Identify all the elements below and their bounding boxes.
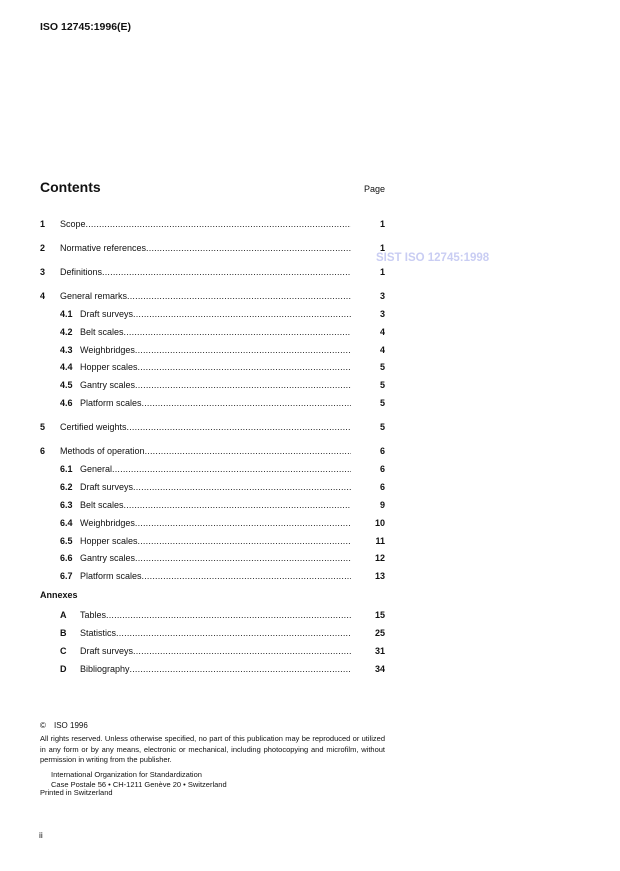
publisher-address — [51, 770, 227, 789]
toc-subentry[interactable] — [40, 396, 385, 410]
toc-subentry[interactable] — [40, 551, 385, 565]
annex-letter: D — [60, 664, 67, 674]
annex-letter: A — [60, 610, 67, 620]
toc-subentry[interactable] — [40, 325, 385, 339]
toc-entry-title: Draft surveys — [80, 309, 134, 319]
annex-entry[interactable] — [40, 608, 385, 622]
copyright-line — [40, 721, 88, 730]
annex-letter: B — [60, 628, 67, 638]
toc-entry-title: Belt scales — [80, 327, 124, 337]
toc-entry-title: Hopper scales — [80, 536, 138, 546]
toc-entry-title: Normative references — [60, 243, 147, 253]
toc-subentry[interactable] — [40, 307, 385, 321]
toc-entry-number: 2 — [40, 243, 46, 253]
toc-entry-page: 3 — [379, 309, 385, 319]
toc-entry-title: Belt scales — [80, 500, 124, 510]
toc-entry-page: 3 — [379, 291, 385, 301]
toc-entry-page: 10 — [374, 518, 385, 528]
toc-entry-title: Weighbridges — [80, 518, 135, 528]
toc-subentry[interactable] — [40, 343, 385, 357]
copyright-text: ISO 1996 — [54, 721, 88, 730]
toc-entry-title: Hopper scales — [80, 362, 138, 372]
copyright-symbol: © — [40, 721, 46, 730]
toc-entry-number: 6.2 — [60, 482, 73, 492]
toc-entry-page: 5 — [379, 380, 385, 390]
annex-letter: C — [60, 646, 67, 656]
postal-address: Case Postale 56 • CH-1211 Genève 20 • Switzerland — [51, 779, 227, 789]
toc-entry-page: 6 — [379, 482, 385, 492]
toc-entry-number: 6.1 — [60, 464, 73, 474]
annex-page: 34 — [374, 664, 385, 674]
watermark: SIST ISO 12745:1998 — [376, 252, 490, 264]
toc-entry-page: 1 — [379, 219, 385, 229]
toc-entry[interactable] — [40, 289, 385, 303]
toc-entry[interactable] — [40, 241, 385, 255]
organization-name: International Organization for Standardization — [51, 770, 202, 779]
toc-entry[interactable] — [40, 217, 385, 231]
toc-entry-number: 4.5 — [60, 380, 73, 390]
toc-entry-title: Gantry scales — [80, 380, 136, 390]
annex-title: Bibliography — [80, 664, 130, 674]
toc-entry[interactable] — [40, 444, 385, 458]
toc-entry-title: General remarks — [60, 291, 128, 301]
printed-in: Printed in Switzerland — [40, 788, 113, 797]
page-number: ii — [39, 830, 43, 840]
toc-entry-page: 1 — [379, 243, 385, 253]
toc-entry-page: 4 — [379, 327, 385, 337]
annex-entry[interactable] — [40, 662, 385, 676]
toc-entry-page: 4 — [379, 345, 385, 355]
page-column-label: Page — [364, 184, 386, 194]
toc-entry-number: 6 — [40, 446, 46, 456]
toc-entry-page: 11 — [375, 536, 385, 546]
toc-entry-title: Weighbridges — [80, 345, 135, 355]
toc-entry-number: 4.3 — [60, 345, 73, 355]
toc-entry-number: 6.7 — [60, 571, 73, 581]
toc-subentry[interactable] — [40, 360, 385, 374]
contents-title: Contents — [40, 179, 101, 195]
annex-entry[interactable] — [40, 626, 385, 640]
toc-entry-page: 5 — [379, 362, 385, 372]
toc-entry-title: Draft surveys — [80, 482, 134, 492]
toc-entry-number: 6.5 — [60, 536, 73, 546]
toc-entry-number: 4.1 — [60, 309, 73, 319]
annexes-heading: Annexes — [40, 590, 78, 600]
toc-subentry[interactable] — [40, 498, 385, 512]
annex-entry[interactable] — [40, 644, 385, 658]
toc-entry-number: 1 — [40, 219, 46, 229]
toc-entry-title: Definitions — [60, 267, 103, 277]
toc-entry-number: 3 — [40, 267, 46, 277]
rights-notice: All rights reserved. Unless otherwise specified, no part of this publication may be reproduced or utilized in any form or by any means, electronic or mechanical, including photocopying and microfilm, without permission in writing from the publisher. — [40, 734, 385, 764]
annex-page: 31 — [374, 646, 385, 656]
toc-entry-page: 6 — [379, 446, 385, 456]
toc-entry-number: 4.2 — [60, 327, 73, 337]
toc-entry-title: Platform scales — [80, 571, 142, 581]
toc-subentry[interactable] — [40, 534, 385, 548]
toc-subentry[interactable] — [40, 480, 385, 494]
toc-subentry[interactable] — [40, 462, 385, 476]
toc-entry-page: 5 — [379, 422, 385, 432]
toc-entry-page: 1 — [379, 267, 385, 277]
toc-entry[interactable] — [40, 420, 385, 434]
toc-entry-title: General — [80, 464, 113, 474]
toc-entry-number: 6.6 — [60, 553, 73, 563]
toc-entry-page: 12 — [374, 553, 385, 563]
toc-entry-page: 13 — [374, 571, 385, 581]
annex-title: Tables — [80, 610, 107, 620]
toc-subentry[interactable] — [40, 569, 385, 583]
document-id-header: ISO 12745:1996(E) — [40, 21, 132, 33]
toc-subentry[interactable] — [40, 516, 385, 530]
annex-page: 15 — [374, 610, 385, 620]
toc-entry-number: 4 — [40, 291, 46, 301]
toc-entry[interactable] — [40, 265, 385, 279]
toc-entry-number: 5 — [40, 422, 46, 432]
annex-page: 25 — [374, 628, 385, 638]
toc-subentry[interactable] — [40, 378, 385, 392]
toc-entry-title: Gantry scales — [80, 553, 136, 563]
toc-entry-number: 6.4 — [60, 518, 73, 528]
toc-entry-page: 5 — [379, 398, 385, 408]
toc-entry-title: Methods of operation — [60, 446, 145, 456]
toc-entry-number: 4.4 — [60, 362, 73, 372]
toc-entry-title: Certified weights — [60, 422, 127, 432]
toc-entry-page: 6 — [379, 464, 385, 474]
toc-entry-title: Scope — [60, 219, 86, 229]
toc-entry-number: 4.6 — [60, 398, 73, 408]
toc-entry-number: 6.3 — [60, 500, 73, 510]
toc-entry-page: 9 — [379, 500, 385, 510]
toc-entry-title: Platform scales — [80, 398, 142, 408]
annex-title: Draft surveys — [80, 646, 134, 656]
annex-title: Statistics — [80, 628, 117, 638]
